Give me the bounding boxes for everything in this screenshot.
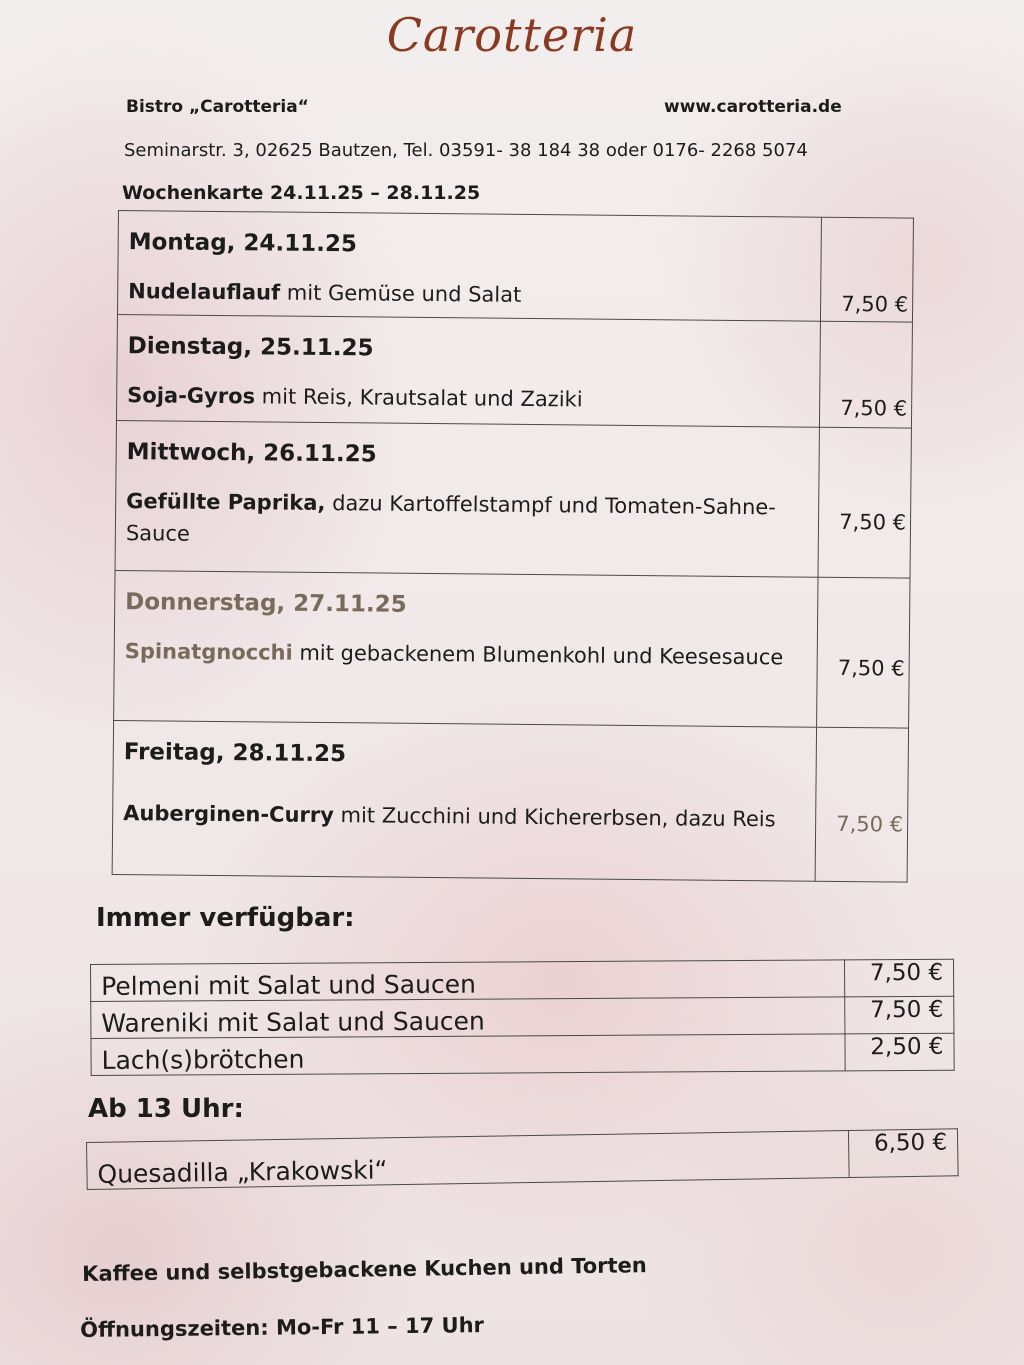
dish-price: 7,50 € [839,509,907,535]
address-line: Seminarstr. 3, 02625 Bautzen, Tel. 03591- 38 184 38 oder 0176- 2268 5074 [124,140,808,161]
dish-details: dazu Kartoffelstampf und Tomaten-Sahne-Sauce [125,491,776,546]
dish-name: Auberginen-Curry [123,801,335,828]
bistro-name: Bistro „Carotteria“ [126,97,309,117]
item-price: 7,50 € [845,996,954,1034]
day-label: Freitag, 28.11.25 [123,739,347,768]
weekly-menu-table [112,210,914,883]
menu-row-wednesday [115,420,911,578]
day-label: Mittwoch, 26.11.25 [126,439,377,468]
dish-description [128,275,808,320]
dish-name: Spinatgnocchi [124,639,293,665]
dish-name: Nudelauflauf [128,279,281,305]
menu-row-friday [112,720,908,882]
dish-name: Gefüllte Paprika, [126,489,326,516]
always-item-row [91,996,954,1038]
day-label: Dienstag, 25.11.25 [127,333,374,362]
item-name: Lach(s)brötchen [91,1034,845,1076]
always-available-heading: Immer verfügbar: [96,903,355,933]
menu-row-monday [117,211,913,323]
item-name: Wareniki mit Salat und Saucen [91,997,845,1039]
menu-row-thursday [114,570,910,728]
dish-details: mit gebackenem Blumenkohl und Keesesauce [292,640,784,670]
item-name: Quesadilla „Krakowski“ [87,1131,850,1190]
dish-description [123,797,803,842]
from-13-table [86,1128,959,1190]
website-link[interactable]: www.carotteria.de [664,97,842,117]
dish-price: 7,50 € [840,395,908,421]
cake-note: Kaffee und selbstgebackene Kuchen und Torten [82,1253,647,1286]
day-label: Donnerstag, 27.11.25 [125,589,407,618]
opening-hours: Öffnungszeiten: Mo-Fr 11 – 17 Uhr [80,1313,485,1342]
logo-wordmark: Carotteria [386,8,638,62]
from-13-heading: Ab 13 Uhr: [88,1094,244,1124]
item-price: 7,50 € [844,959,953,997]
item-name: Pelmeni mit Salat und Saucen [91,960,845,1002]
always-item-row [91,959,954,1001]
always-item-row [91,1033,954,1075]
dish-price: 7,50 € [841,291,909,317]
carotteria-logo [0,8,1024,62]
dish-description [125,635,785,679]
dish-details: mit Zucchini und Kichererbsen, dazu Reis [333,803,776,832]
day-label: Montag, 24.11.25 [128,229,358,258]
item-price: 6,50 € [848,1129,958,1178]
dish-details: mit Reis, Krautsalat und Zaziki [254,384,583,412]
dish-name: Soja-Gyros [127,383,256,409]
item-price: 2,50 € [845,1033,954,1071]
week-menu-title: Wochenkarte 24.11.25 – 28.11.25 [122,182,481,204]
always-available-table [90,959,955,1076]
dish-details: mit Gemüse und Salat [280,280,522,307]
dish-price: 7,50 € [836,811,904,837]
dish-description [126,485,787,561]
dish-price: 7,50 € [837,655,905,681]
from-13-item-row [87,1129,959,1190]
menu-row-tuesday [116,315,912,429]
dish-description [127,379,807,424]
